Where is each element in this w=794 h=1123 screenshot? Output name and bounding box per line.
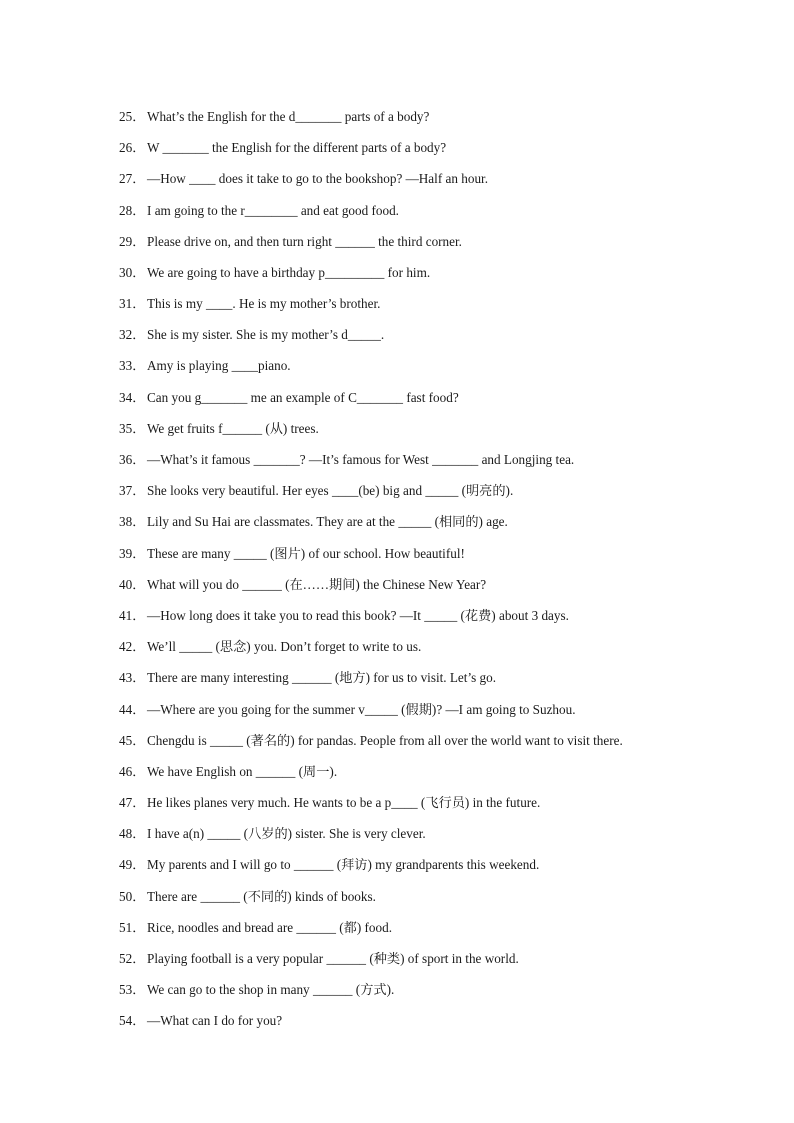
question-number: 51． — [119, 919, 146, 935]
question-number: 48． — [119, 826, 146, 842]
question-number: 52． — [119, 951, 146, 967]
question-text: He likes planes very much. He wants to be a p____ (飞行员) in the future. — [147, 795, 541, 811]
question-item — [119, 569, 769, 600]
question-item — [119, 943, 769, 974]
question-number: 35． — [119, 420, 146, 436]
question-text: We are going to have a birthday p_________ for him. — [147, 264, 431, 280]
question-number: 50． — [119, 888, 146, 904]
question-number: 34． — [119, 389, 146, 405]
question-number: 26． — [119, 140, 146, 156]
question-number: 30． — [119, 264, 146, 280]
question-number: 44． — [119, 701, 146, 717]
question-item — [119, 475, 769, 506]
question-item — [119, 912, 769, 943]
question-text: These are many _____ (图片) of our school. How beautiful! — [147, 545, 465, 561]
question-number: 47． — [119, 795, 146, 811]
question-number: 53． — [119, 982, 146, 998]
question-text: Can you g_______ me an example of C_______ fast food? — [147, 389, 459, 405]
question-item — [119, 163, 769, 194]
question-text: Please drive on, and then turn right ______ the third corner. — [147, 233, 462, 249]
question-text: Playing football is a very popular ______ (种类) of sport in the world. — [147, 951, 519, 967]
question-text: She looks very beautiful. Her eyes ____(be) big and _____ (明亮的). — [147, 483, 514, 499]
question-text: There are many interesting ______ (地方) for us to visit. Let’s go. — [147, 670, 497, 686]
question-text: —How ____ does it take to go to the bookshop? —Half an hour. — [147, 171, 488, 187]
question-item — [119, 694, 769, 725]
question-item — [119, 662, 769, 693]
question-item — [119, 974, 769, 1005]
question-number: 31． — [119, 296, 146, 312]
question-text: This is my ____. He is my mother’s brother. — [147, 296, 381, 312]
question-item — [119, 444, 769, 475]
question-number: 43． — [119, 670, 146, 686]
question-item — [119, 195, 769, 226]
question-text: There are ______ (不同的) kinds of books. — [147, 888, 376, 904]
question-item — [119, 787, 769, 818]
question-text: We’ll _____ (思念) you. Don’t forget to write to us. — [147, 639, 422, 655]
question-number: 29． — [119, 233, 146, 249]
question-item — [119, 506, 769, 537]
question-item — [119, 631, 769, 662]
question-text: Lily and Su Hai are classmates. They are at the _____ (相同的) age. — [147, 514, 508, 530]
question-item — [119, 351, 769, 382]
question-item — [119, 818, 769, 849]
question-text: Chengdu is _____ (著名的) for pandas. People from all over the world want to visit there. — [147, 732, 623, 748]
question-number: 42． — [119, 639, 146, 655]
question-item — [119, 600, 769, 631]
question-item — [119, 725, 769, 756]
question-number: 49． — [119, 857, 146, 873]
question-text: W _______ the English for the different parts of a body? — [147, 140, 447, 156]
question-item — [119, 1005, 769, 1036]
question-list — [119, 101, 769, 1037]
question-text: She is my sister. She is my mother’s d_____. — [147, 327, 385, 343]
question-item — [119, 101, 769, 132]
question-item — [119, 132, 769, 163]
question-text: Rice, noodles and bread are ______ (都) food. — [147, 919, 392, 935]
question-item — [119, 538, 769, 569]
question-number: 37． — [119, 483, 146, 499]
question-text: —What’s it famous _______? —It’s famous for West _______ and Longjing tea. — [147, 452, 575, 468]
question-number: 40． — [119, 576, 146, 592]
question-number: 36． — [119, 452, 146, 468]
question-number: 28． — [119, 202, 146, 218]
question-number: 39． — [119, 545, 146, 561]
question-text: —What can I do for you? — [147, 1013, 283, 1029]
question-text: What’s the English for the d_______ parts of a body? — [147, 108, 430, 124]
question-number: 27． — [119, 171, 146, 187]
question-number: 33． — [119, 358, 146, 374]
question-number: 45． — [119, 732, 146, 748]
question-number: 41． — [119, 607, 146, 623]
question-item — [119, 881, 769, 912]
question-text: What will you do ______ (在……期间) the Chinese New Year? — [147, 576, 487, 592]
question-item — [119, 288, 769, 319]
question-item — [119, 257, 769, 288]
question-number: 32． — [119, 327, 146, 343]
question-text: —How long does it take you to read this book? —It _____ (花费) about 3 days. — [147, 607, 569, 623]
question-text: Amy is playing ____piano. — [147, 358, 291, 374]
question-item — [119, 850, 769, 881]
question-item — [119, 319, 769, 350]
question-item — [119, 756, 769, 787]
question-text: We get fruits f______ (从) trees. — [147, 420, 319, 436]
question-text: —Where are you going for the summer v_____ (假期)? —I am going to Suzhou. — [147, 701, 576, 717]
question-text: My parents and I will go to ______ (拜访) my grandparents this weekend. — [147, 857, 540, 873]
question-text: I am going to the r________ and eat good food. — [147, 202, 399, 218]
question-item — [119, 226, 769, 257]
question-item — [119, 413, 769, 444]
question-item — [119, 382, 769, 413]
question-text: I have a(n) _____ (八岁的) sister. She is very clever. — [147, 826, 426, 842]
question-number: 38． — [119, 514, 146, 530]
question-number: 46． — [119, 763, 146, 779]
question-number: 25． — [119, 108, 146, 124]
question-number: 54． — [119, 1013, 146, 1029]
question-text: We have English on ______ (周一). — [147, 763, 338, 779]
question-text: We can go to the shop in many ______ (方式). — [147, 982, 395, 998]
